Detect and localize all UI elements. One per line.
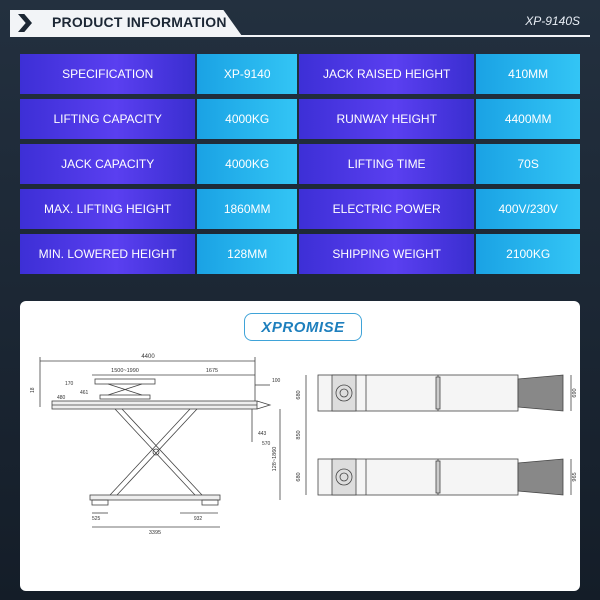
model-code: XP-9140S [525,14,580,28]
dim-170: 170 [65,381,74,387]
spec-row [20,54,580,94]
dim-690: 690 [572,388,578,398]
spec-row [20,189,580,229]
spec-label: RUNWAY HEIGHT [299,99,474,139]
drawing-panel [20,301,580,591]
dim-height: 128~1860 [272,446,278,472]
spec-table [20,54,580,279]
spec-row [20,99,580,139]
dim-932: 932 [193,516,203,522]
dim-100: 100 [272,378,281,384]
dim-965: 965 [572,472,578,482]
page-title: PRODUCT INFORMATION [52,14,227,30]
side-view-drawing [30,347,290,537]
spec-label: SHIPPING WEIGHT [299,234,474,274]
spec-label: SPECIFICATION [20,54,195,94]
dim-680-a: 680 [296,390,302,400]
spec-value: XP-9140 [197,54,297,94]
dim-850: 850 [296,430,302,440]
dim-jack-offset: 1675 [205,368,219,374]
dim-jack-range: 1500~1990 [111,368,139,374]
spec-row [20,144,580,184]
spec-value: 4000KG [197,144,297,184]
dim-480: 480 [57,395,66,401]
dim-525: 525 [92,516,101,522]
spec-value: 1860MM [197,189,297,229]
spec-value: 4400MM [476,99,580,139]
spec-label: JACK RAISED HEIGHT [299,54,474,94]
spec-label: LIFTING TIME [299,144,474,184]
dim-443: 443 [258,431,267,437]
spec-value: 2100KG [476,234,580,274]
spec-label: ELECTRIC POWER [299,189,474,229]
dim-base: 3395 [148,530,162,536]
spec-value: 400V/230V [476,189,580,229]
spec-value: 70S [476,144,580,184]
spec-value: 410MM [476,54,580,94]
spec-value: 128MM [197,234,297,274]
spec-label: MAX. LIFTING HEIGHT [20,189,195,229]
dim-total-length: 4400 [141,354,155,360]
dim-18: 18 [30,387,36,393]
spec-row [20,234,580,274]
spec-label: JACK CAPACITY [20,144,195,184]
top-view-drawing [288,367,578,507]
dim-680-b: 680 [296,472,302,482]
spec-label: MIN. LOWERED HEIGHT [20,234,195,274]
brand-logo: XPROMISE [244,313,362,341]
header-divider [10,35,590,37]
spec-label: LIFTING CAPACITY [20,99,195,139]
dim-461: 461 [80,390,89,396]
dim-570: 570 [262,441,271,447]
spec-value: 4000KG [197,99,297,139]
